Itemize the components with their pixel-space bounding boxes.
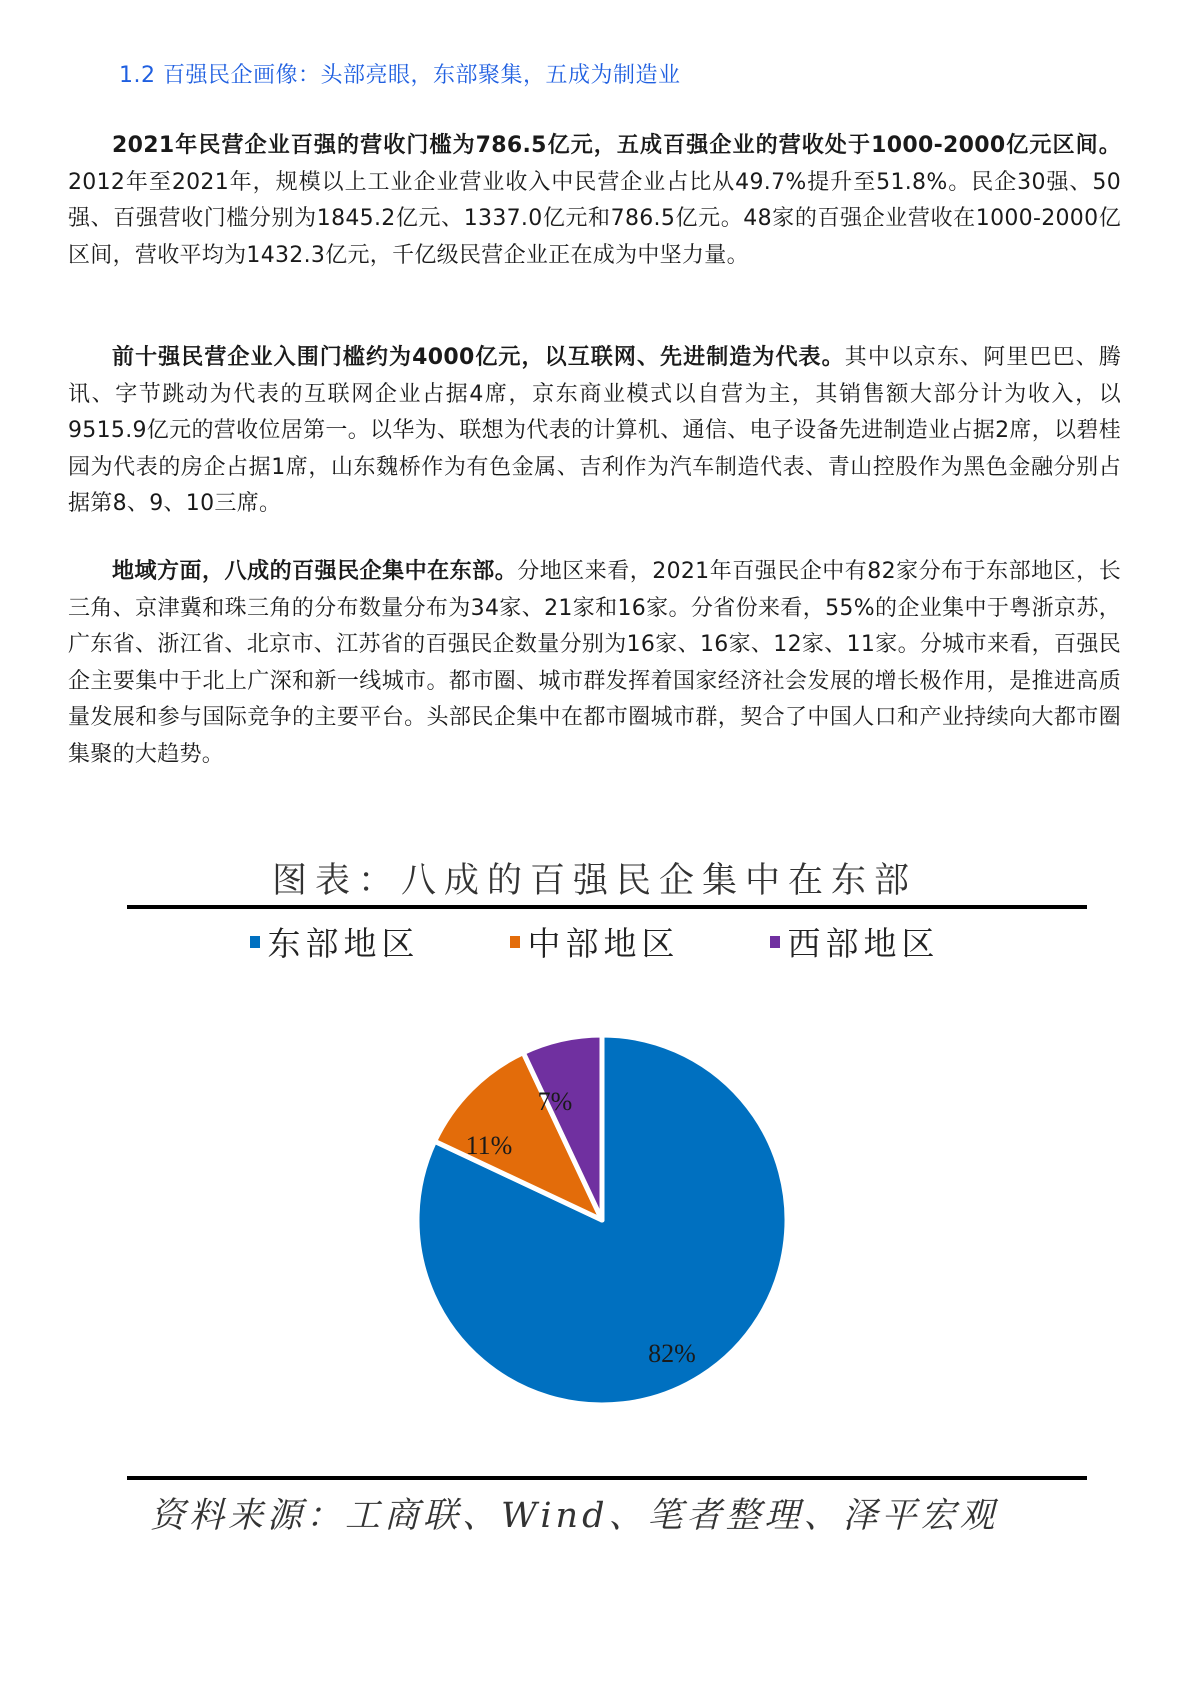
paragraph-top-ten <box>68 340 1121 523</box>
paragraph-body: 其中以京东、阿里巴巴、腾讯、字节跳动为代表的互联网企业占据4席，京东商业模式以自营为主，其销售额大部分计为收入，以9515.9亿元的营收位居第一。以华为、联想为代表的计算机、通信、电子设备先进制造业占据2席，以碧桂园为代表的房企占据1席，山东魏桥作为有色金属、吉利作为汽车制造代表、青山控股作为黑色金融分别占据第8、9、10三席。 <box>68 345 1121 516</box>
legend-item-east <box>250 918 420 965</box>
figure-bottom-rule <box>127 1476 1087 1480</box>
figure-source: 资料来源：工商联、Wind、笔者整理、泽平宏观 <box>150 1496 999 1536</box>
pie-chart <box>412 1030 792 1410</box>
chart-legend <box>0 918 1189 965</box>
section-heading: 1.2 百强民企画像：头部亮眼，东部聚集，五成为制造业 <box>119 63 681 88</box>
legend-item-west <box>770 918 940 965</box>
paragraph-body: 分地区来看，2021年百强民企中有82家分布于东部地区，长三角、京津冀和珠三角的分布数量分布为34家、21家和16家。分省份来看，55%的企业集中于粤浙京苏，广东省、浙江省、北京市、江苏省的百强民企数量分别为16家、16家、12家、11家。分城市来看，百强民企主要集中于北上广深和新一线城市。都市圈、城市群发挥着国家经济社会发展的增长极作用，是推进高质量发展和参与国际竞争的主要平台。头部民企集中在都市圈城市群，契合了中国人口和产业持续向大都市圈集聚的大趋势。 <box>68 559 1121 767</box>
pie-label-east: 82% <box>648 1339 696 1368</box>
paragraph-revenue-threshold <box>68 128 1121 274</box>
pie-label-west: 7% <box>537 1087 573 1116</box>
figure-title: 图表：八成的百强民企集中在东部 <box>271 861 917 901</box>
paragraph-regional <box>68 554 1121 773</box>
legend-label: 东部地区 <box>267 924 420 963</box>
legend-swatch-west <box>770 936 780 948</box>
legend-swatch-central <box>510 936 520 948</box>
pie-label-central: 11% <box>465 1131 513 1160</box>
legend-label: 西部地区 <box>787 924 940 963</box>
figure-top-rule <box>127 905 1087 909</box>
paragraph-lead: 地域方面，八成的百强民企集中在东部。 <box>112 559 518 584</box>
legend-label: 中部地区 <box>527 924 680 963</box>
legend-item-central <box>510 918 680 965</box>
paragraph-lead: 前十强民营企业入围门槛约为4000亿元，以互联网、先进制造为代表。 <box>112 345 845 370</box>
paragraph-lead: 2021年民营企业百强的营收门槛为786.5亿元，五成百强企业的营收处于1000-2000亿元区间。 <box>112 133 1121 158</box>
legend-swatch-east <box>250 936 260 948</box>
paragraph-body: 2012年至2021年，规模以上工业企业营业收入中民营企业占比从49.7%提升至51.8%。民企30强、50强、百强营收门槛分别为1845.2亿元、1337.0亿元和786.5亿元。48家的百强企业营收在1000-2000亿区间，营收平均为1432.3亿元，千亿级民营企业正在成为中坚力量。 <box>68 169 1121 268</box>
